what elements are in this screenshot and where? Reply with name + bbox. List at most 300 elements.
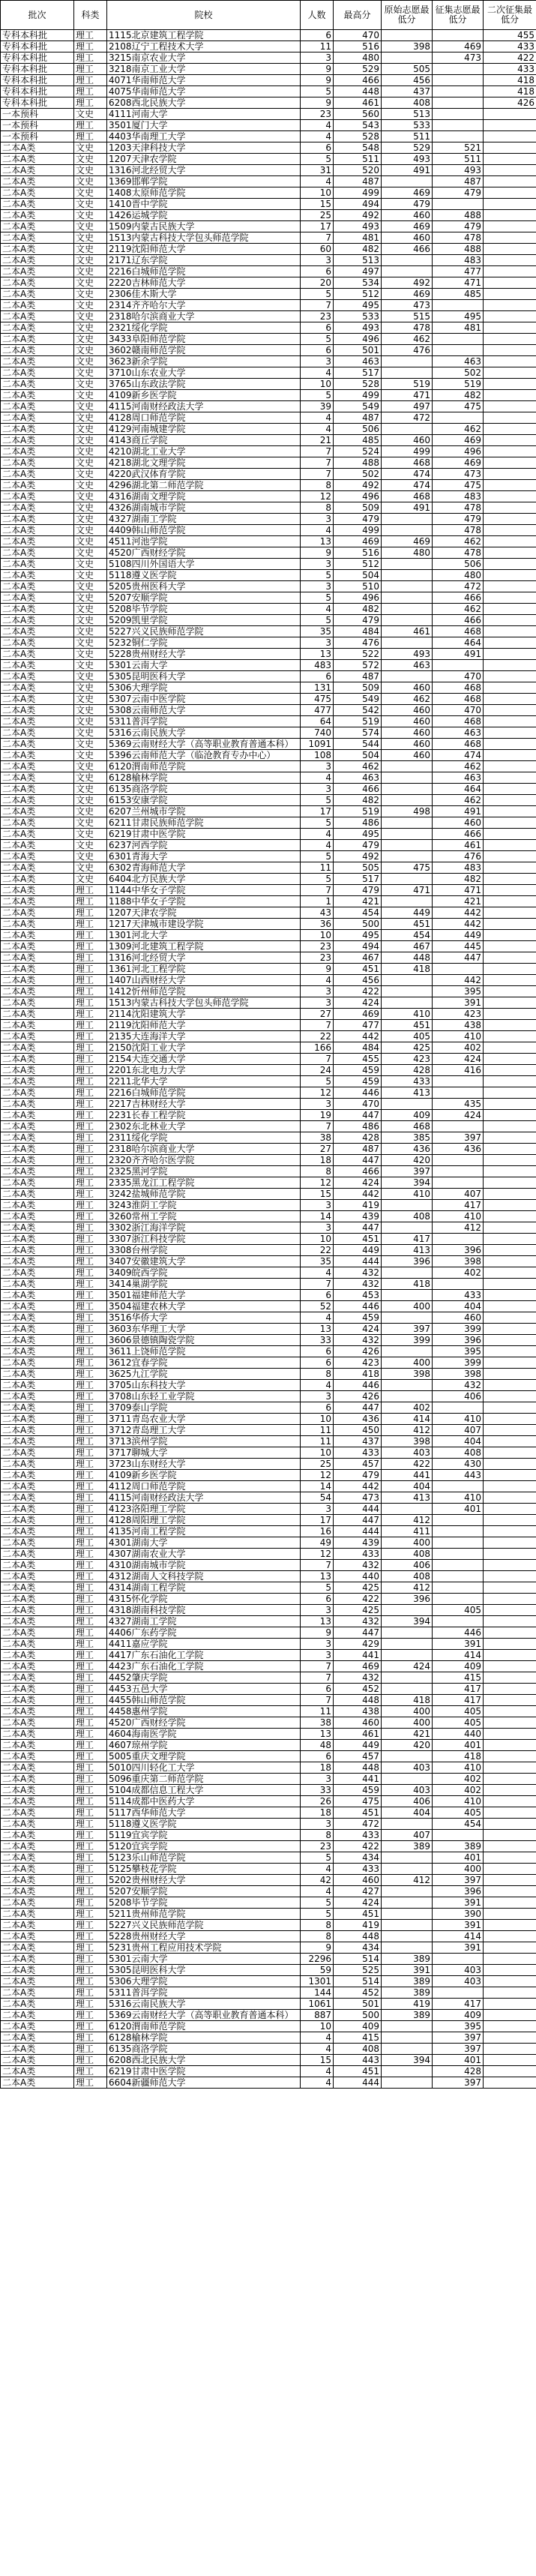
count-cell: 3 (301, 1391, 334, 1402)
batch-cell: 二本A类 (1, 1290, 74, 1301)
collection-min-cell: 415 (433, 1672, 484, 1684)
table-row (1, 435, 536, 446)
collection-min-cell: 417 (433, 1684, 484, 1695)
count-cell: 3 (301, 52, 334, 64)
max-score-cell: 438 (334, 1706, 382, 1717)
school-cell: 5125攀枝花学院 (107, 1864, 301, 1875)
table-row (1, 1042, 536, 1054)
school-cell: 6604新疆师范大学 (107, 2077, 301, 2089)
second-collection-min-cell (484, 255, 536, 266)
batch-cell: 二本A类 (1, 1627, 74, 1639)
count-cell: 5 (301, 795, 334, 806)
max-score-cell: 459 (334, 1785, 382, 1796)
batch-cell: 二本A类 (1, 1492, 74, 1504)
subject-cell: 理工 (74, 1830, 107, 1841)
batch-cell: 二本A类 (1, 547, 74, 559)
count-cell: 24 (301, 1065, 334, 1076)
original-min-cell: 469 (382, 289, 433, 300)
batch-cell: 二本A类 (1, 1526, 74, 1537)
table-row (1, 1166, 536, 1177)
subject-cell: 理工 (74, 1740, 107, 1751)
table-row (1, 390, 536, 401)
original-min-cell (382, 255, 433, 266)
original-min-cell (382, 1380, 433, 1391)
subject-cell: 理工 (74, 1335, 107, 1346)
original-min-cell (382, 795, 433, 806)
count-cell: 8 (301, 502, 334, 514)
batch-cell: 二本A类 (1, 1560, 74, 1571)
count-cell: 12 (301, 1087, 334, 1099)
original-min-cell: 408 (382, 1549, 433, 1560)
subject-cell: 理工 (74, 1087, 107, 1099)
table-row (1, 165, 536, 176)
batch-cell: 二本A类 (1, 502, 74, 514)
subject-cell: 理工 (74, 41, 107, 52)
collection-min-cell: 404 (433, 1301, 484, 1312)
collection-min-cell: 402 (433, 1267, 484, 1279)
subject-cell: 文史 (74, 795, 107, 806)
max-score-cell: 437 (334, 1436, 382, 1447)
max-score-cell: 479 (334, 840, 382, 851)
table-row (1, 244, 536, 255)
collection-min-cell: 402 (433, 1785, 484, 1796)
subject-cell: 文史 (74, 322, 107, 334)
second-collection-min-cell (484, 671, 536, 682)
original-min-cell: 420 (382, 1155, 433, 1166)
school-cell: 5211贵州师范学院 (107, 1909, 301, 1920)
collection-min-cell: 482 (433, 874, 484, 885)
original-min-cell: 515 (382, 311, 433, 322)
table-row (1, 1492, 536, 1504)
second-collection-min-cell (484, 1751, 536, 1762)
table-row (1, 1751, 536, 1762)
table-row (1, 536, 536, 547)
collection-min-cell: 480 (433, 570, 484, 581)
second-collection-min-cell (484, 727, 536, 739)
second-collection-min-cell (484, 1886, 536, 1897)
table-row (1, 1481, 536, 1492)
original-min-cell: 410 (382, 1009, 433, 1020)
collection-min-cell (433, 1166, 484, 1177)
subject-cell: 文史 (74, 874, 107, 885)
original-min-cell: 460 (382, 750, 433, 761)
count-cell: 483 (301, 660, 334, 671)
collection-min-cell: 401 (433, 1740, 484, 1751)
school-cell: 2216白城师范学院 (107, 266, 301, 277)
school-cell: 6404北方民族大学 (107, 874, 301, 885)
school-cell: 3215南京农业大学 (107, 52, 301, 64)
collection-min-cell: 397 (433, 1875, 484, 1886)
table-row (1, 277, 536, 289)
batch-cell: 二本A类 (1, 1031, 74, 1042)
subject-cell: 理工 (74, 2077, 107, 2089)
school-cell: 4310湖南城市学院 (107, 1560, 301, 1571)
collection-min-cell: 402 (433, 1774, 484, 1785)
subject-cell: 理工 (74, 52, 107, 64)
batch-cell: 二本A类 (1, 334, 74, 345)
second-collection-min-cell (484, 604, 536, 615)
count-cell: 38 (301, 1717, 334, 1729)
subject-cell: 文史 (74, 862, 107, 874)
count-cell: 17 (301, 221, 334, 232)
second-collection-min-cell (484, 311, 536, 322)
school-cell: 4409韩山师范学院 (107, 525, 301, 536)
collection-min-cell: 417 (433, 1999, 484, 2010)
collection-min-cell (433, 1571, 484, 1582)
subject-cell: 文史 (74, 356, 107, 367)
table-row (1, 1931, 536, 1942)
school-cell: 1316河北经贸大学 (107, 952, 301, 964)
table-row (1, 1695, 536, 1706)
max-score-cell: 544 (334, 739, 382, 750)
batch-cell: 二本A类 (1, 1729, 74, 1740)
second-collection-min-cell (484, 244, 536, 255)
collection-min-cell: 421 (433, 896, 484, 907)
subject-cell: 文史 (74, 502, 107, 514)
count-cell: 7 (301, 232, 334, 244)
school-cell: 5108四川外国语大学 (107, 559, 301, 570)
count-cell: 49 (301, 1537, 334, 1549)
batch-cell: 二本A类 (1, 592, 74, 604)
table-row (1, 1706, 536, 1717)
school-cell: 5305昆明医科大学 (107, 671, 301, 682)
school-cell: 3302浙江海洋学院 (107, 1222, 301, 1234)
max-score-cell: 452 (334, 1987, 382, 1999)
max-score-cell: 499 (334, 525, 382, 536)
batch-cell: 二本A类 (1, 221, 74, 232)
subject-cell: 文史 (74, 559, 107, 570)
original-min-cell: 491 (382, 502, 433, 514)
subject-cell: 理工 (74, 1211, 107, 1222)
original-min-cell: 394 (382, 1616, 433, 1627)
original-min-cell (382, 1605, 433, 1616)
count-cell: 6 (301, 671, 334, 682)
count-cell: 31 (301, 165, 334, 176)
subject-cell: 理工 (74, 1999, 107, 2010)
second-collection-min-cell (484, 2077, 536, 2089)
second-collection-min-cell (484, 401, 536, 412)
max-score-cell: 501 (334, 345, 382, 356)
table-row (1, 682, 536, 694)
second-collection-min-cell (484, 1740, 536, 1751)
count-cell: 5 (301, 154, 334, 165)
school-cell: 4220武汉体育学院 (107, 469, 301, 480)
original-min-cell: 424 (382, 1661, 433, 1672)
second-collection-min-cell: 433 (484, 64, 536, 75)
subject-cell: 理工 (74, 1965, 107, 1976)
second-collection-min-cell (484, 1796, 536, 1807)
max-score-cell: 444 (334, 2077, 382, 2089)
count-cell: 6 (301, 142, 334, 154)
table-row (1, 581, 536, 592)
subject-cell: 文史 (74, 412, 107, 424)
school-cell: 4071华南师范大学 (107, 75, 301, 86)
header-collection-min: 征集志愿最低分 (433, 1, 484, 30)
max-score-cell: 497 (334, 266, 382, 277)
count-cell: 5 (301, 289, 334, 300)
second-collection-min-cell (484, 289, 536, 300)
collection-min-cell: 424 (433, 1110, 484, 1121)
original-min-cell (382, 1639, 433, 1650)
count-cell: 6 (301, 345, 334, 356)
max-score-cell: 442 (334, 1189, 382, 1200)
table-row (1, 592, 536, 604)
school-cell: 5120宜宾学院 (107, 1841, 301, 1852)
table-row (1, 1335, 536, 1346)
max-score-cell: 433 (334, 1549, 382, 1560)
subject-cell: 理工 (74, 1144, 107, 1155)
count-cell: 12 (301, 1549, 334, 1560)
collection-min-cell: 462 (433, 424, 484, 435)
school-cell: 2150沈阳工业大学 (107, 1042, 301, 1054)
batch-cell: 二本A类 (1, 1909, 74, 1920)
collection-min-cell (433, 1402, 484, 1414)
table-row (1, 289, 536, 300)
original-min-cell (382, 2021, 433, 2032)
batch-cell: 二本A类 (1, 514, 74, 525)
table-row (1, 120, 536, 131)
batch-cell: 二本A类 (1, 367, 74, 379)
max-score-cell: 425 (334, 1605, 382, 1616)
batch-cell: 二本A类 (1, 885, 74, 896)
count-cell: 4 (301, 424, 334, 435)
table-row (1, 424, 536, 435)
batch-cell: 二本A类 (1, 615, 74, 626)
max-score-cell: 487 (334, 412, 382, 424)
second-collection-min-cell (484, 1245, 536, 1256)
second-collection-min-cell (484, 1942, 536, 1954)
count-cell: 5 (301, 1582, 334, 1594)
table-row (1, 559, 536, 570)
collection-min-cell: 471 (433, 277, 484, 289)
table-row (1, 1886, 536, 1897)
max-score-cell: 447 (334, 1222, 382, 1234)
max-score-cell: 525 (334, 1965, 382, 1976)
batch-cell: 二本A类 (1, 255, 74, 266)
max-score-cell: 460 (334, 1875, 382, 1886)
collection-min-cell: 478 (433, 547, 484, 559)
table-row (1, 2032, 536, 2044)
collection-min-cell (433, 1121, 484, 1132)
second-collection-min-cell (484, 1999, 536, 2010)
batch-cell: 二本A类 (1, 660, 74, 671)
max-score-cell: 528 (334, 131, 382, 142)
table-row (1, 1830, 536, 1841)
second-collection-min-cell (484, 1976, 536, 1987)
school-cell: 4075华南师范大学 (107, 86, 301, 97)
batch-cell: 二本A类 (1, 716, 74, 727)
collection-min-cell: 460 (433, 1312, 484, 1324)
table-row (1, 322, 536, 334)
table-row (1, 1852, 536, 1864)
count-cell: 13 (301, 1729, 334, 1740)
table-row (1, 806, 536, 817)
max-score-cell: 442 (334, 1481, 382, 1492)
count-cell: 43 (301, 907, 334, 919)
count-cell: 4 (301, 412, 334, 424)
original-min-cell (382, 1650, 433, 1661)
max-score-cell: 447 (334, 1155, 382, 1166)
school-cell: 5207安顺学院 (107, 592, 301, 604)
subject-cell: 理工 (74, 997, 107, 1009)
school-cell: 3409皖西学院 (107, 1267, 301, 1279)
second-collection-min-cell (484, 1447, 536, 1459)
original-min-cell: 412 (382, 1875, 433, 1886)
batch-cell: 二本A类 (1, 1211, 74, 1222)
school-cell: 2231长春工程学院 (107, 1110, 301, 1121)
max-score-cell: 459 (334, 1312, 382, 1324)
collection-min-cell: 396 (433, 1245, 484, 1256)
subject-cell: 理工 (74, 1987, 107, 1999)
second-collection-min-cell (484, 581, 536, 592)
table-row (1, 1447, 536, 1459)
collection-min-cell: 390 (433, 1909, 484, 1920)
second-collection-min-cell (484, 997, 536, 1009)
table-row (1, 1436, 536, 1447)
subject-cell: 文史 (74, 739, 107, 750)
batch-cell: 二本A类 (1, 491, 74, 502)
second-collection-min-cell (484, 1785, 536, 1796)
count-cell: 18 (301, 1155, 334, 1166)
second-collection-min-cell (484, 491, 536, 502)
subject-cell: 理工 (74, 1267, 107, 1279)
original-min-cell (382, 592, 433, 604)
subject-cell: 理工 (74, 1762, 107, 1774)
batch-cell: 二本A类 (1, 1200, 74, 1211)
original-min-cell (382, 424, 433, 435)
subject-cell: 文史 (74, 142, 107, 154)
count-cell: 4 (301, 840, 334, 851)
header-count: 人数 (301, 1, 334, 30)
table-row (1, 1717, 536, 1729)
original-min-cell: 492 (382, 277, 433, 289)
school-cell: 4301湖南大学 (107, 1537, 301, 1549)
original-min-cell (382, 637, 433, 649)
school-cell: 4314湖南工程学院 (107, 1582, 301, 1594)
school-cell: 1412忻州师范学院 (107, 986, 301, 997)
school-cell: 3710山东农业大学 (107, 367, 301, 379)
subject-cell: 文史 (74, 480, 107, 491)
second-collection-min-cell (484, 705, 536, 716)
count-cell: 27 (301, 1144, 334, 1155)
second-collection-min-cell (484, 1155, 536, 1166)
count-cell: 7 (301, 300, 334, 311)
count-cell: 38 (301, 1132, 334, 1144)
school-cell: 5316云南民族大学 (107, 727, 301, 739)
original-min-cell: 498 (382, 806, 433, 817)
subject-cell: 理工 (74, 2055, 107, 2066)
subject-cell: 理工 (74, 1447, 107, 1459)
table-row (1, 525, 536, 536)
table-row (1, 2044, 536, 2055)
count-cell: 12 (301, 1177, 334, 1189)
batch-cell: 二本A类 (1, 862, 74, 874)
original-min-cell: 396 (382, 1594, 433, 1605)
second-collection-min-cell (484, 1335, 536, 1346)
subject-cell: 理工 (74, 1807, 107, 1819)
original-min-cell: 400 (382, 1537, 433, 1549)
subject-cell: 理工 (74, 1549, 107, 1560)
second-collection-min-cell (484, 1312, 536, 1324)
second-collection-min-cell (484, 1189, 536, 1200)
collection-min-cell: 478 (433, 232, 484, 244)
collection-min-cell: 511 (433, 154, 484, 165)
max-score-cell: 467 (334, 952, 382, 964)
count-cell: 6 (301, 1594, 334, 1605)
collection-min-cell: 389 (433, 1841, 484, 1852)
count-cell: 23 (301, 109, 334, 120)
count-cell: 3 (301, 559, 334, 570)
school-cell: 4423广东石油化工学院 (107, 1661, 301, 1672)
table-row (1, 1875, 536, 1886)
collection-min-cell: 491 (433, 806, 484, 817)
batch-cell: 二本A类 (1, 806, 74, 817)
school-cell: 2114沈阳建筑大学 (107, 1009, 301, 1020)
original-min-cell: 419 (382, 1999, 433, 2010)
subject-cell: 理工 (74, 1796, 107, 1807)
subject-cell: 文史 (74, 367, 107, 379)
count-cell: 10 (301, 1447, 334, 1459)
max-score-cell: 548 (334, 142, 382, 154)
collection-min-cell: 468 (433, 739, 484, 750)
school-cell: 1115北京建筑工程学院 (107, 30, 301, 41)
subject-cell: 理工 (74, 1819, 107, 1830)
original-min-cell (382, 570, 433, 581)
table-row (1, 604, 536, 615)
second-collection-min-cell (484, 446, 536, 457)
count-cell: 5 (301, 1909, 334, 1920)
table-row (1, 86, 536, 97)
collection-min-cell: 396 (433, 1335, 484, 1346)
batch-cell: 二本A类 (1, 457, 74, 469)
table-row (1, 907, 536, 919)
original-min-cell (382, 1852, 433, 1864)
school-cell: 5096重庆第二师范学院 (107, 1774, 301, 1785)
second-collection-min-cell (484, 1110, 536, 1121)
max-score-cell: 418 (334, 1369, 382, 1380)
second-collection-min-cell (484, 1234, 536, 1245)
collection-min-cell (433, 131, 484, 142)
max-score-cell: 449 (334, 1740, 382, 1751)
collection-min-cell (433, 412, 484, 424)
collection-min-cell: 410 (433, 1796, 484, 1807)
collection-min-cell: 403 (433, 1976, 484, 1987)
count-cell: 59 (301, 1965, 334, 1976)
batch-cell: 二本A类 (1, 919, 74, 930)
table-row (1, 75, 536, 86)
second-collection-min-cell: 455 (484, 30, 536, 41)
second-collection-min-cell (484, 1087, 536, 1099)
count-cell: 12 (301, 491, 334, 502)
subject-cell: 文史 (74, 266, 107, 277)
collection-min-cell: 391 (433, 1942, 484, 1954)
second-collection-min-cell (484, 1650, 536, 1661)
collection-min-cell: 409 (433, 1661, 484, 1672)
collection-min-cell: 402 (433, 1042, 484, 1054)
max-score-cell: 432 (334, 1616, 382, 1627)
max-score-cell: 444 (334, 1504, 382, 1515)
school-cell: 6120渭南师范学院 (107, 2021, 301, 2032)
batch-cell: 二本A类 (1, 1267, 74, 1279)
header-second-collection-min: 二次征集最低分 (484, 1, 536, 30)
count-cell: 6 (301, 1684, 334, 1695)
count-cell: 4 (301, 525, 334, 536)
second-collection-min-cell (484, 615, 536, 626)
collection-min-cell: 391 (433, 1639, 484, 1650)
second-collection-min-cell (484, 1357, 536, 1369)
max-score-cell: 449 (334, 1245, 382, 1256)
count-cell: 7 (301, 1695, 334, 1706)
